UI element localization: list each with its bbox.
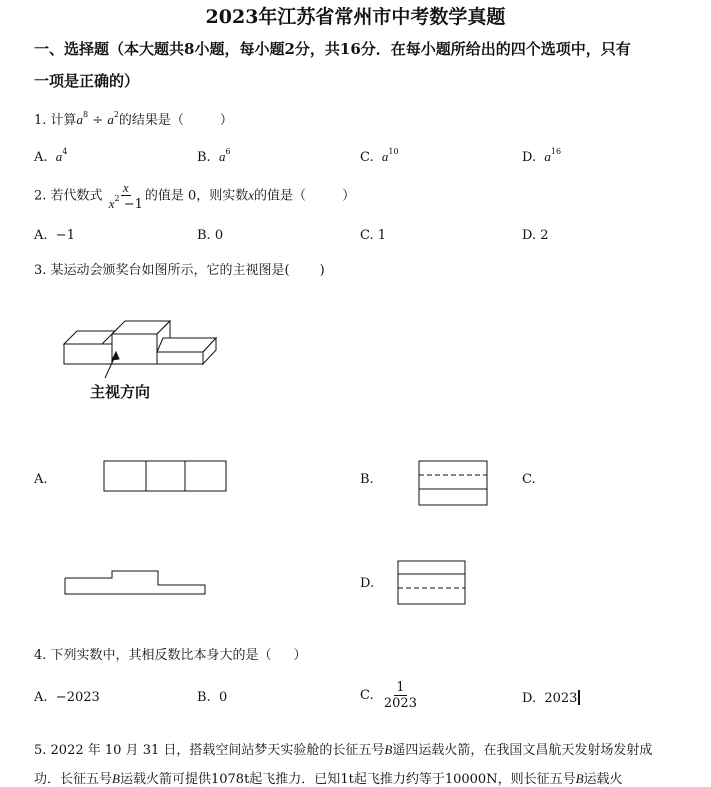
q3-option-d[interactable]: D. bbox=[360, 576, 375, 591]
question-5-line1: 5. 2022 年 10 月 31 日，搭载空间站梦天实验舱的长征五号B遥四运载火箭，在我国文昌航天发射场发射成 bbox=[34, 742, 653, 758]
q3-option-b[interactable]: B. bbox=[360, 472, 374, 487]
q2-option-a[interactable]: A. −1 bbox=[34, 228, 75, 243]
q4-option-b[interactable]: B. 0 bbox=[197, 690, 228, 705]
question-1: 1. 计算$a^8 \div a^2$的结果是（ ） bbox=[34, 110, 233, 128]
text-cursor bbox=[578, 690, 580, 705]
q2-option-d[interactable]: D. 2 bbox=[522, 228, 549, 243]
q1-option-c[interactable]: C. $a^{10}$ bbox=[360, 147, 399, 165]
q2-option-b[interactable]: B. 0 bbox=[197, 228, 224, 243]
q2-fraction: $\frac{x}{x^2 -1}$ bbox=[108, 180, 143, 212]
page-title: 2023年江苏省常州市中考数学真题 bbox=[205, 6, 506, 28]
q1-option-d[interactable]: D. $a^{16}$ bbox=[522, 147, 562, 165]
question-4: 4. 下列实数中，其相反数比本身大的是（ ） bbox=[34, 648, 307, 663]
figure-caption: 主视方向 bbox=[90, 383, 151, 401]
q4-option-d[interactable]: D. 2023 bbox=[522, 690, 580, 706]
question-5-line2: 功．长征五号B运载火箭可提供1078t起飞推力．已知1t起飞推力约等于10000N，则长征五号B运载火 bbox=[34, 771, 623, 787]
question-3: 3. 某运动会颁奖台如图所示，它的主视图是( ) bbox=[34, 263, 325, 278]
q2-option-c[interactable]: C. 1 bbox=[360, 228, 387, 243]
q1-option-a[interactable]: A. $a^4$ bbox=[34, 147, 68, 165]
q1-prefix: 1. 计算 bbox=[34, 113, 77, 128]
q3-option-a[interactable]: A. bbox=[34, 472, 48, 487]
section-heading-line2: 一项是正确的） bbox=[34, 72, 140, 90]
question-2: 2. 若代数式 $\frac{x}{x^2 -1}$ 的值是 0，则实数x的值是（ ） bbox=[34, 180, 356, 212]
q3-option-c[interactable]: C. bbox=[522, 472, 536, 487]
q4-option-c[interactable]: C. $\frac{1}{2023}$ bbox=[360, 680, 417, 711]
q1-suffix: 的结果是（ bbox=[118, 113, 184, 128]
section-heading-line1: 一、选择题（本大题共8小题，每小题2分，共16分．在每小题所给出的四个选项中，只有 bbox=[34, 40, 631, 58]
q2-prefix: 2. 若代数式 bbox=[34, 188, 103, 204]
q1-option-b[interactable]: B. $a^6$ bbox=[197, 147, 231, 165]
q4-option-a[interactable]: A. −2023 bbox=[34, 690, 100, 705]
